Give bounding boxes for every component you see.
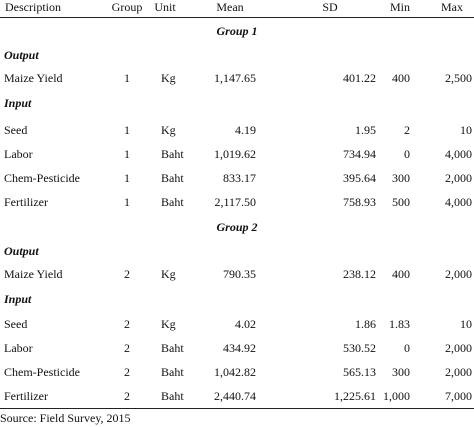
cell-mean: 1,019.62 (214, 147, 256, 161)
cell-description: Maize Yield (4, 71, 63, 85)
source-note: Source: Field Survey, 2015 (0, 411, 131, 425)
cell-sd: 238.12 (343, 267, 376, 281)
cell-min: 2 (404, 123, 410, 137)
cell-sd: 565.13 (343, 365, 376, 379)
table-row (0, 68, 474, 88)
cell-description: Fertilizer (4, 195, 48, 209)
cell-min: 0 (404, 147, 410, 161)
cell-group: 1 (124, 147, 130, 161)
cell-description: Labor (4, 147, 33, 161)
cell-min: 400 (392, 267, 410, 281)
cell-mean: 833.17 (223, 171, 256, 185)
cell-unit: Baht (161, 195, 184, 209)
table-row (0, 386, 474, 406)
cell-sd: 395.64 (343, 171, 376, 185)
table-row (0, 144, 474, 164)
table-row (0, 120, 474, 140)
cell-mean: 4.19 (235, 123, 256, 137)
cell-sd: 530.52 (343, 341, 376, 355)
cell-group: 1 (124, 123, 130, 137)
cell-max: 4,000 (445, 195, 472, 209)
cell-description: Chem-Pesticide (4, 365, 80, 379)
cell-unit: Kg (161, 317, 176, 331)
cell-min: 300 (392, 171, 410, 185)
group-1-title: Group 1 (216, 24, 258, 38)
cell-max: 4,000 (445, 147, 472, 161)
cell-unit: Kg (161, 267, 176, 281)
cell-sd: 1.95 (355, 123, 376, 137)
cell-group: 1 (124, 71, 130, 85)
cell-max: 2,000 (445, 171, 472, 185)
cell-min: 500 (392, 195, 410, 209)
cell-min: 300 (392, 365, 410, 379)
cell-sd: 758.93 (343, 195, 376, 209)
cell-min: 1,000 (383, 389, 410, 403)
group-1-input-label: Input (4, 96, 32, 110)
cell-group: 2 (124, 389, 130, 403)
cell-description: Chem-Pesticide (4, 171, 80, 185)
header-description: Description (5, 0, 61, 14)
cell-group: 1 (124, 195, 130, 209)
cell-sd: 734.94 (343, 147, 376, 161)
header-mean: Mean (216, 0, 244, 14)
cell-group: 2 (124, 365, 130, 379)
cell-unit: Baht (161, 147, 184, 161)
cell-description: Fertilizer (4, 389, 48, 403)
cell-description: Maize Yield (4, 267, 63, 281)
cell-unit: Baht (161, 341, 184, 355)
cell-max: 2,500 (445, 71, 472, 85)
cell-max: 10 (460, 123, 472, 137)
table-row (0, 264, 474, 284)
cell-max: 2,000 (445, 267, 472, 281)
cell-max: 10 (460, 317, 472, 331)
header-max: Max (441, 0, 463, 14)
cell-max: 2,000 (445, 365, 472, 379)
cell-unit: Baht (161, 389, 184, 403)
group-1-output-label: Output (4, 48, 39, 62)
header-unit: Unit (154, 0, 176, 14)
group-2-title: Group 2 (216, 220, 258, 234)
cell-unit: Baht (161, 171, 184, 185)
header-rule (0, 17, 474, 18)
cell-min: 0 (404, 341, 410, 355)
cell-max: 2,000 (445, 341, 472, 355)
cell-max: 7,000 (445, 389, 472, 403)
cell-mean: 1,042.82 (214, 365, 256, 379)
cell-min: 400 (392, 71, 410, 85)
cell-group: 2 (124, 317, 130, 331)
cell-unit: Kg (161, 71, 176, 85)
header-min: Min (389, 0, 410, 14)
header-sd: SD (322, 0, 338, 14)
cell-mean: 4.02 (235, 317, 256, 331)
group-2-output-label: Output (4, 244, 39, 258)
cell-sd: 1,225.61 (334, 389, 376, 403)
cell-mean: 2,440.74 (214, 389, 256, 403)
cell-description: Seed (4, 123, 28, 137)
cell-sd: 1.86 (355, 317, 376, 331)
table-header-row (0, 0, 474, 17)
table-row (0, 338, 474, 358)
cell-unit: Baht (161, 365, 184, 379)
table-row (0, 314, 474, 334)
cell-group: 2 (124, 267, 130, 281)
cell-group: 1 (124, 171, 130, 185)
table-row (0, 168, 474, 188)
table-row (0, 192, 474, 212)
cell-description: Labor (4, 341, 33, 355)
cell-mean: 434.92 (223, 341, 256, 355)
group-2-input-label: Input (4, 292, 32, 306)
cell-description: Seed (4, 317, 28, 331)
cell-min: 1.83 (389, 317, 410, 331)
cell-mean: 790.35 (223, 267, 256, 281)
cell-mean: 1,147.65 (214, 71, 256, 85)
cell-sd: 401.22 (343, 71, 376, 85)
header-group: Group (111, 0, 143, 14)
cell-unit: Kg (161, 123, 176, 137)
cell-group: 2 (124, 341, 130, 355)
table-row (0, 362, 474, 382)
cell-mean: 2,117.50 (214, 195, 256, 209)
